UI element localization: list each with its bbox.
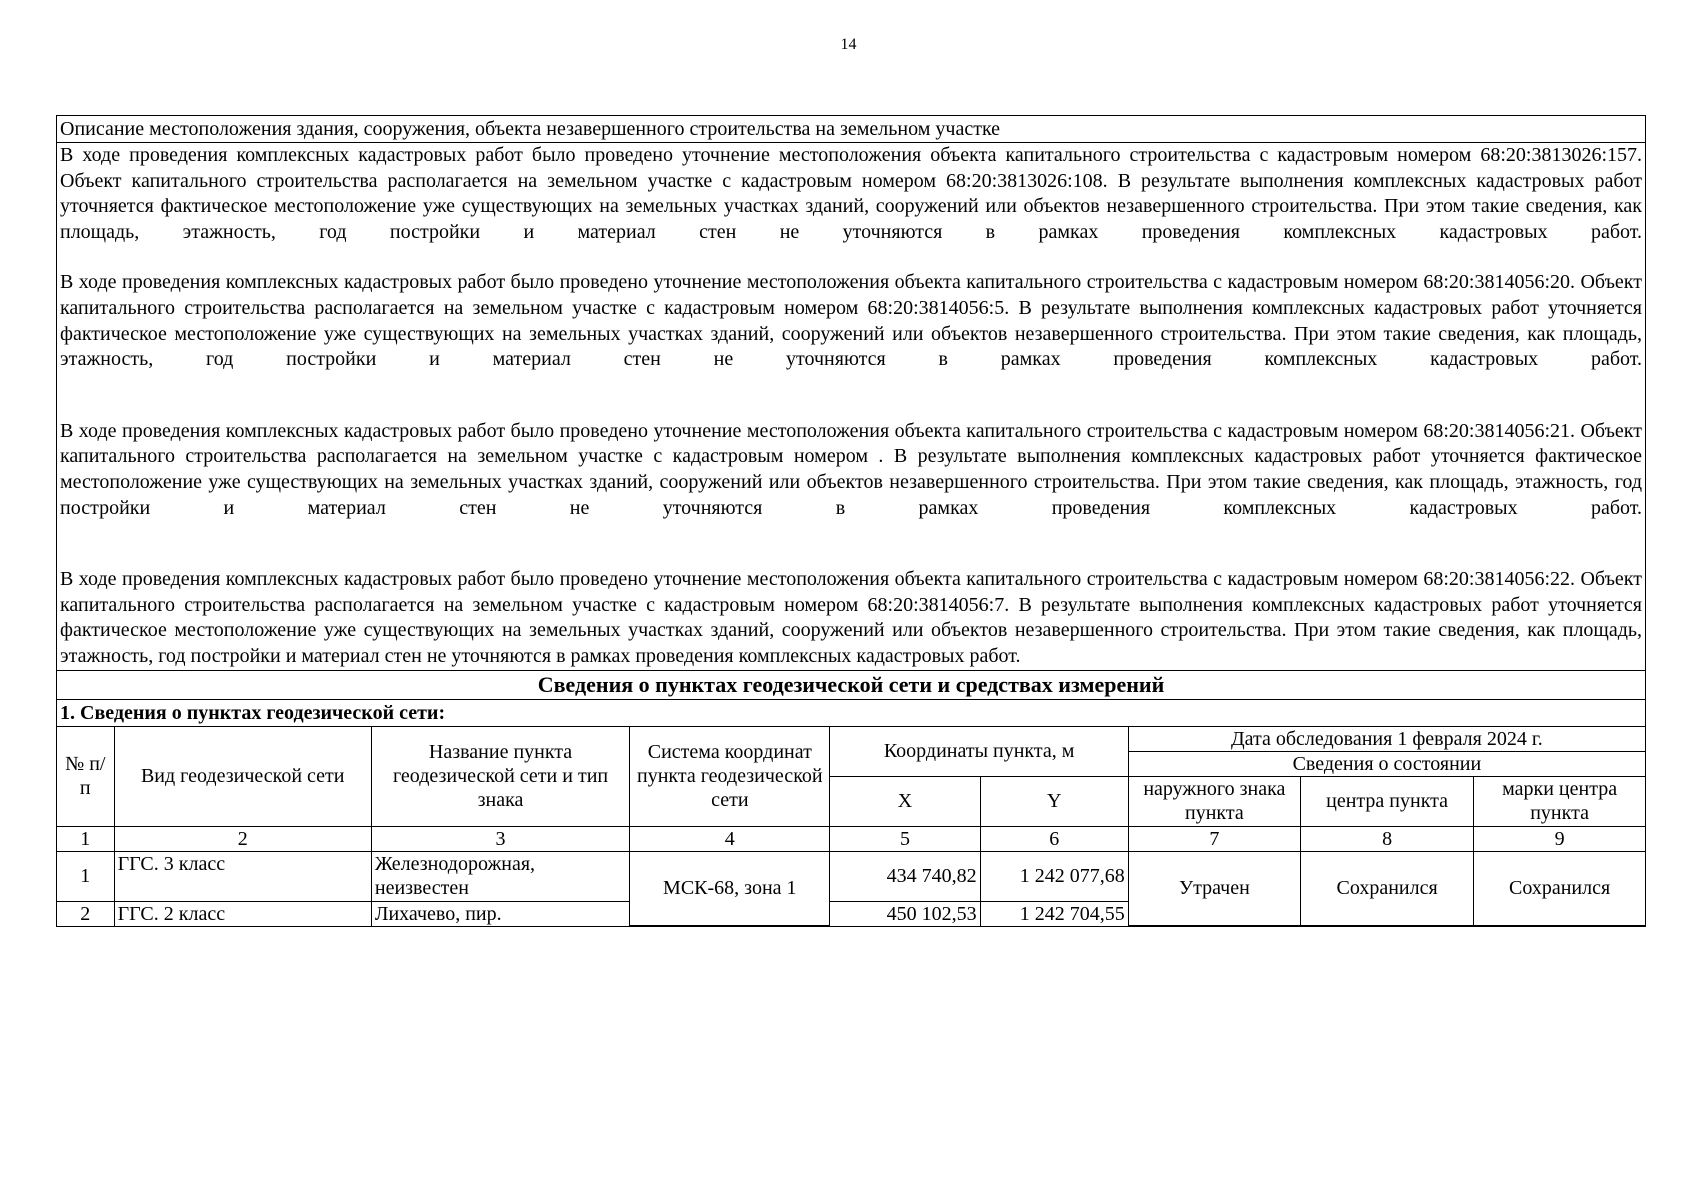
column-number: 4 [630, 826, 830, 851]
location-section-title: Описание местоположения здания, сооружения, объекта незавершенного строительства на земельном участке [57, 116, 1645, 143]
column-number: 9 [1474, 826, 1645, 851]
row-y: 1 242 077,68 [980, 851, 1128, 901]
row-y: 1 242 704,55 [980, 901, 1128, 926]
paragraph-text: В ходе проведения комплексных кадастровых работ было проведено уточнение местоположения объекта капитального строительства с кадастровым номером 68:20:3813026:157. Объект капитального строительства располагается на земельном участке с кадастровым номером 68:20:3813026:108. [60, 144, 1642, 192]
location-description [57, 143, 1645, 671]
row-x: 434 740,82 [830, 851, 980, 901]
paragraph-detail: В результате выполнения комплексных кадастровых работ уточняется фактическое местоположение уже существующих на земельных участках зданий, сооружений или объектов незавершенного строительства. При этом такие сведения, как площадь, этажность, год постройки и материал стен не уточняются в рамках проведения комплексных кадастровых работ. [60, 296, 1643, 371]
header-condition: Сведения о состоянии [1128, 751, 1645, 776]
row-x: 450 102,53 [830, 901, 980, 926]
paragraph-text: В ходе проведения комплексных кадастровых работ было проведено уточнение местоположения объекта капитального строительства с кадастровым номером 68:20:3814056:21. Объект капитального строительства располагается на земельном участке с кадастровым номером . [60, 419, 1642, 468]
geodesy-heading: Сведения о пунктах геодезической сети и средствах измерений [57, 671, 1645, 700]
column-number: 6 [980, 826, 1128, 851]
column-number: 2 [114, 826, 371, 851]
paragraph-detail: В результате выполнения комплексных кадастровых работ уточняется фактическое местоположение уже существующих на земельных участках зданий, сооружений или объектов незавершенного строительства. При этом такие сведения, как площадь, этажность, год постройки и материал стен не уточняются в рамках проведения комплексных кадастровых работ. [60, 169, 1642, 243]
geodesy-subheading: 1. Сведения о пунктах геодезической сети: [60, 701, 446, 724]
object-paragraph-3 [60, 419, 1642, 521]
header-outer-sign: наружного знака пункта [1128, 776, 1300, 826]
object-paragraph-2 [60, 270, 1642, 372]
column-number: 3 [371, 826, 629, 851]
header-coord-system: Система координат пункта геодезической сети [630, 726, 830, 826]
header-y: Y [980, 776, 1128, 826]
document-sheet [56, 115, 1646, 927]
page-number: 14 [840, 36, 857, 53]
paragraph-spacer [60, 373, 1642, 419]
header-center: центра пункта [1300, 776, 1473, 826]
row-network-type: ГГС. 2 класс [114, 901, 371, 926]
row-num: 1 [57, 851, 114, 901]
header-point-name: Название пункта геодезической сети и тип знака [371, 726, 629, 826]
coord-system-value: МСК-68, зона 1 [630, 851, 830, 926]
paragraph-text: В ходе проведения комплексных кадастровых работ было проведено уточнение местоположения объекта капитального строительства с кадастровым номером 68:20:3814056:22. Объект капитального строительства располагается на земельном участке с кадастровым номером 68:20:3814056:7. [60, 568, 1642, 616]
paragraph-spacer [60, 521, 1642, 567]
row-network-type: ГГС. 3 класс [114, 851, 371, 901]
column-number-row [57, 826, 1645, 851]
paragraph-detail: В результате выполнения комплексных кадастровых работ уточняется фактическое местоположение уже существующих на земельных участках зданий, сооружений или объектов незавершенного строительства. При этом такие сведения, как площадь, этажность, год постройки и материал стен не уточняются в рамках проведения комплексных кадастровых работ. [60, 593, 1643, 667]
row-point-name: Лихачево, пир. [371, 901, 629, 926]
outer-sign-state: Утрачен [1128, 851, 1300, 926]
table-header-row [57, 726, 1645, 751]
paragraph-spacer [60, 245, 1642, 270]
column-number: 8 [1300, 826, 1473, 851]
column-number: 5 [830, 826, 980, 851]
header-x: X [830, 776, 980, 826]
header-num: № п/п [57, 726, 114, 826]
table-row [57, 851, 1645, 901]
column-number: 1 [57, 826, 114, 851]
header-center-mark: марки центра пункта [1474, 776, 1645, 826]
paragraph-detail: В результате выполнения комплексных кадастровых работ уточняется фактическое местоположение уже существующих на земельных участках зданий, сооружений или объектов незавершенного строительства. При этом такие сведения, как площадь, этажность, год постройки и материал стен не уточняются в рамках проведения комплексных кадастровых работ. [60, 445, 1643, 519]
paragraph-text: В ходе проведения комплексных кадастровых работ было проведено уточнение местоположения объекта капитального строительства с кадастровым номером 68:20:3814056:20. Объект капитального строительства располагается на земельном участке с кадастровым номером 68:20:3814056:5. [60, 271, 1642, 319]
geodesic-points-table [57, 726, 1645, 927]
object-paragraph-4 [60, 567, 1642, 669]
header-coords: Координаты пункта, м [830, 726, 1128, 776]
row-num: 2 [57, 901, 114, 926]
center-mark-state: Сохранился [1474, 851, 1645, 926]
header-network-type: Вид геодезической сети [114, 726, 371, 826]
center-state: Сохранился [1300, 851, 1473, 926]
row-point-name: Железнодорожная, неизвестен [371, 851, 629, 901]
header-survey-date: Дата обследования 1 февраля 2024 г. [1128, 726, 1645, 751]
column-number: 7 [1128, 826, 1300, 851]
object-paragraph-1 [60, 143, 1642, 245]
